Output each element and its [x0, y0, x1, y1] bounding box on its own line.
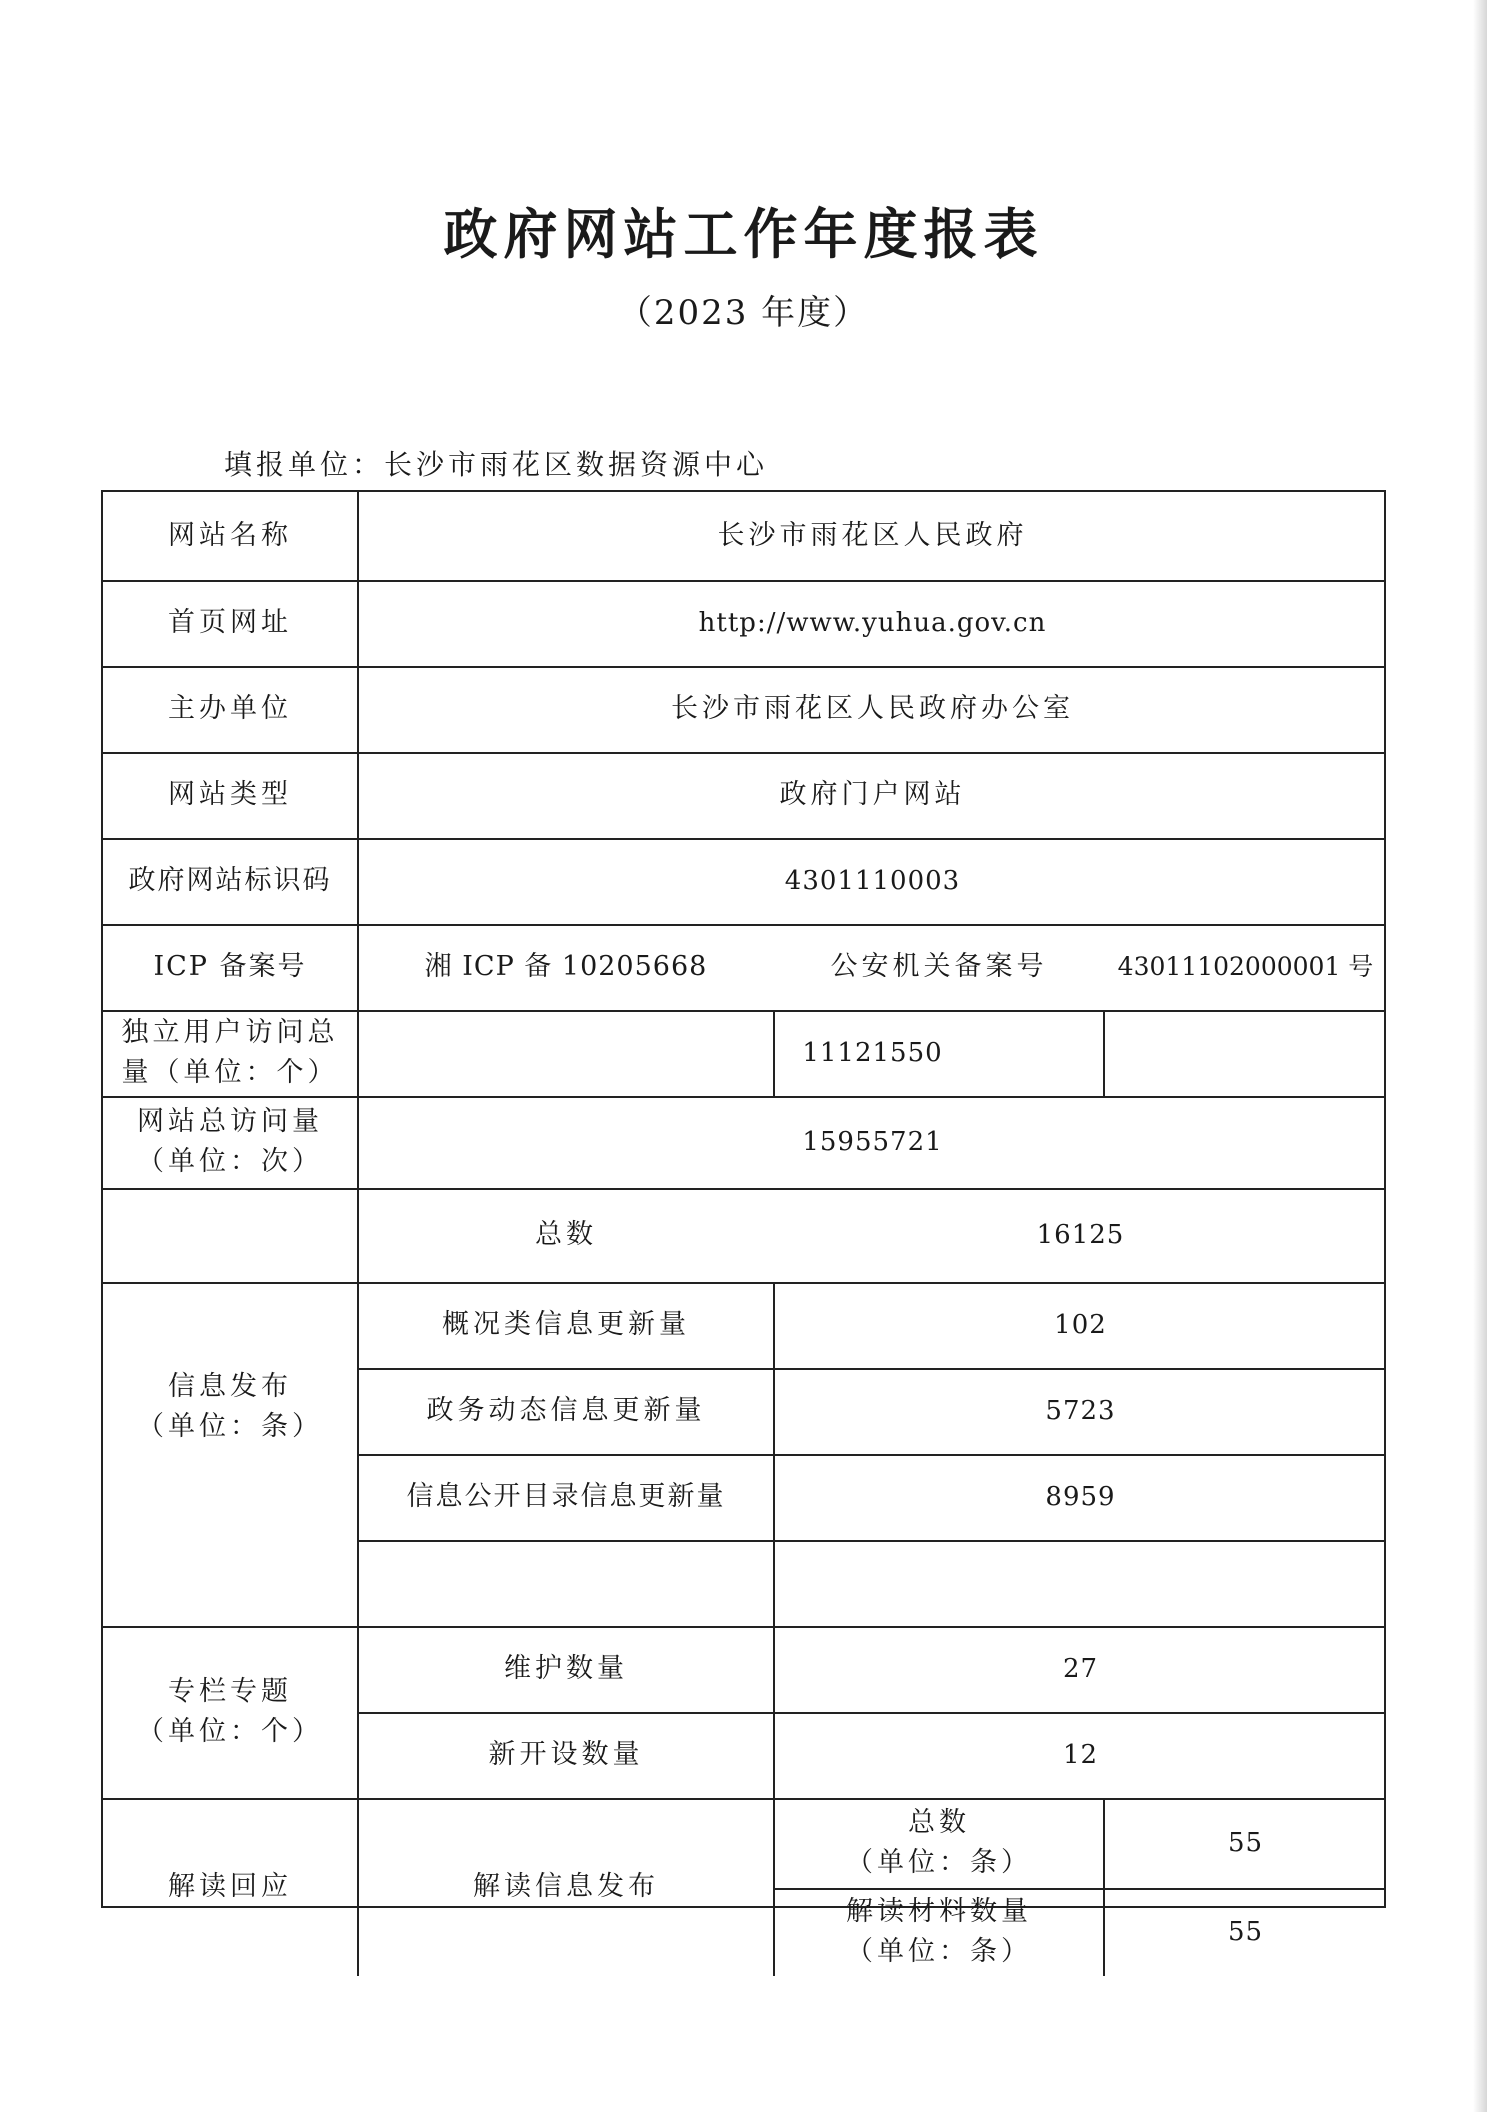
unique-visitors-value: 11121550 [802, 1037, 943, 1068]
interpretation-label: 解读回应 [168, 1870, 292, 1902]
overview-update-value: 102 [1054, 1309, 1107, 1340]
report-table [101, 490, 1386, 1967]
police-record-label: 公安机关备案号 [830, 950, 1048, 982]
site-code-value: 4301110003 [784, 865, 961, 896]
icp-label: ICP 备案号 [153, 950, 307, 982]
news-update-value: 5723 [1045, 1395, 1116, 1426]
total-visits-label-line1: 网站总访问量 [137, 1105, 323, 1137]
info-publish-label [103, 1188, 357, 1626]
interpretation-materials-label-line2: （单位：条） [846, 1936, 1032, 1967]
columns-label-line1: 专栏专题 [168, 1675, 292, 1707]
homepage-label: 首页网址 [168, 606, 292, 638]
info-total-label: 总数 [535, 1218, 597, 1250]
maintained-columns-value: 27 [1062, 1653, 1099, 1684]
disclosure-update-label: 信息公开目录信息更新量 [406, 1480, 726, 1512]
host-unit-label: 主办单位 [168, 692, 292, 724]
homepage-url[interactable]: http://www.yuhua.gov.cn [698, 607, 1047, 638]
site-name-label: 网站名称 [168, 519, 292, 551]
interpretation-total-label [775, 1798, 1103, 1888]
columns-label-line2: （单位：个） [137, 1716, 323, 1747]
site-name-value: 长沙市雨花区人民政府 [717, 519, 1028, 551]
info-publish-label-line1: 信息发布 [168, 1370, 292, 1402]
interpretation-materials-label [775, 1888, 1103, 1976]
new-columns-value: 12 [1062, 1739, 1099, 1770]
interpretation-materials-value: 55 [1227, 1916, 1264, 1947]
interpretation-total-label-line2: （单位：条） [846, 1847, 1032, 1878]
unique-visitors-label [103, 1010, 357, 1096]
interpretation-publish-label: 解读信息发布 [473, 1870, 659, 1902]
site-code-label: 政府网站标识码 [128, 864, 332, 896]
disclosure-update-value: 8959 [1045, 1481, 1116, 1512]
interpretation-materials-label-line1: 解读材料数量 [846, 1895, 1032, 1927]
news-update-label: 政务动态信息更新量 [426, 1394, 706, 1426]
page-title: 政府网站工作年度报表 [443, 202, 1044, 266]
unique-visitors-label-line2: 量（单位：个） [121, 1057, 339, 1088]
site-type-value: 政府门户网站 [779, 778, 966, 810]
columns-label [103, 1626, 357, 1798]
info-publish-label-line2: （单位：条） [137, 1411, 323, 1442]
unique-visitors-label-line1: 独立用户访问总 [121, 1016, 339, 1048]
page-subtitle: （2023 年度） [617, 293, 870, 333]
interpretation-total-label-line1: 总数 [908, 1806, 970, 1838]
total-visits-label [103, 1096, 357, 1188]
site-type-label: 网站类型 [168, 778, 292, 810]
maintained-columns-label: 维护数量 [504, 1652, 628, 1684]
overview-update-label: 概况类信息更新量 [442, 1308, 690, 1340]
total-visits-label-line2: （单位：次） [137, 1146, 323, 1177]
police-record-value: 43011102000001 号 [1117, 952, 1374, 982]
info-total-value: 16125 [1036, 1219, 1125, 1250]
filing-unit: 填报单位：长沙市雨花区数据资源中心 [224, 448, 769, 481]
total-visits-value: 15955721 [802, 1126, 943, 1157]
icp-value: 湘 ICP 备 10205668 [424, 950, 708, 982]
host-unit-value: 长沙市雨花区人民政府办公室 [671, 692, 1074, 724]
new-columns-label: 新开设数量 [488, 1738, 644, 1770]
interpretation-total-value: 55 [1227, 1827, 1264, 1858]
